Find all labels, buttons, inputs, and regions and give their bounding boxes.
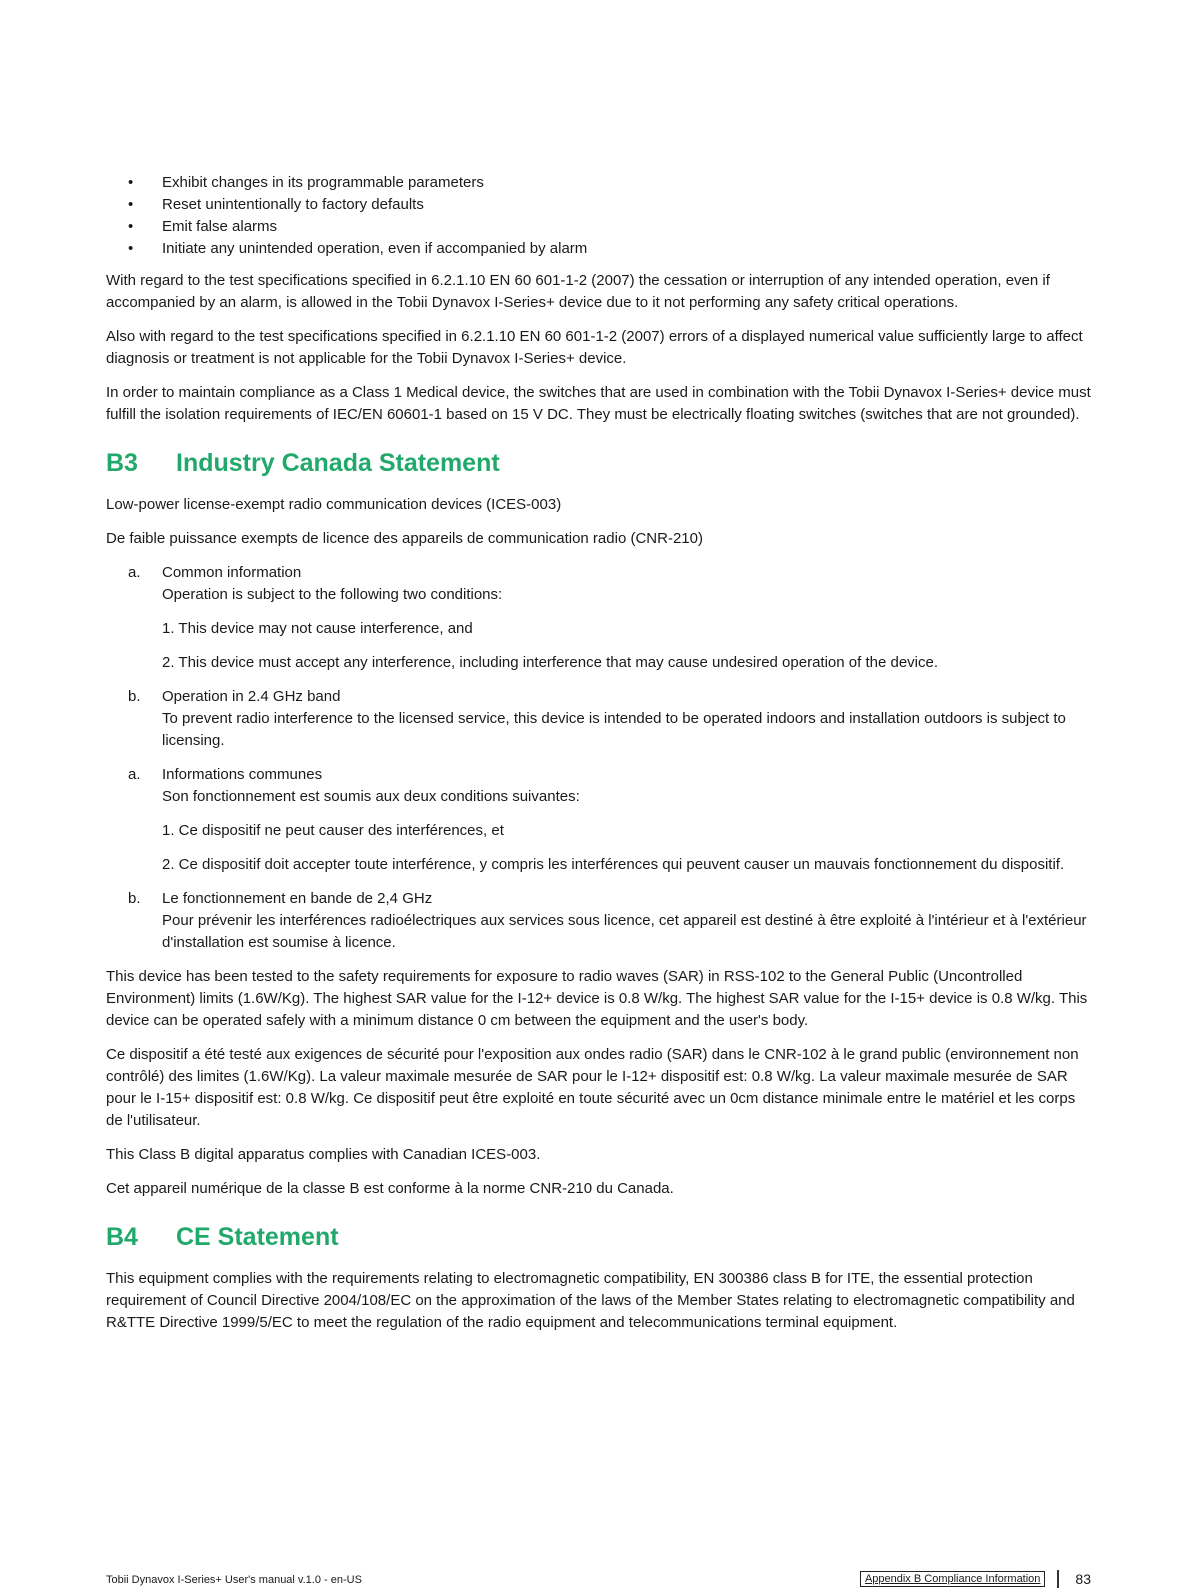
- bullet-list: [106, 172, 1091, 260]
- list-marker: b.: [128, 688, 141, 705]
- list-marker: a.: [128, 766, 141, 783]
- list-item: • Emit false alarms: [106, 216, 1091, 238]
- paragraph-sar-fr: Ce dispositif a été testé aux exigences de sécurité pour l'exposition aux ondes radio (SAR) dans le CNR-102 à le grand public (environnement non contrôlé) des limites (1.6W/Kg). La valeur maximale mesurée de SAR pour le I-12+ dispositif est: 0.8 W/kg. La valeur maximale mesurée de SAR pour le I-15+ dispositif est: 0.8 W/kg. Ce dispositif peut être exploité en toute sécurité avec un 0cm distance minimale entre le matériel et les corps de l'utilisateur.: [106, 1046, 1079, 1129]
- section-heading-b4: [106, 1222, 1091, 1252]
- page-number: 83: [1075, 1571, 1091, 1587]
- list-item-fonctionnement-bande: [106, 888, 1091, 954]
- paragraph-ices: Low-power license-exempt radio communication devices (ICES-003): [106, 496, 562, 513]
- list-marker: b.: [128, 890, 141, 907]
- item-lead: Operation is subject to the following two conditions:: [162, 586, 503, 603]
- section-title: CE Statement: [176, 1223, 339, 1251]
- item-text: Pour prévenir les interférences radioélectriques aux services sous licence, cet appareil est destiné à être exploité à l'intérieur et à l'extérieur d'installation est soumise à licence.: [162, 912, 1087, 951]
- paragraph-sar-en: This device has been tested to the safety requirements for exposure to radio waves (SAR) in RSS-102 to the General Public (Uncontrolled Environment) limits (1.6W/Kg). The highest SAR value for the I-12+ device is 0.8 W/kg. The highest SAR value for the I-15+ device is 0.8 W/kg. This device can be operated safely with a minimum distance 0 cm between the equipment and the user's body.: [106, 968, 1088, 1029]
- page-footer: [106, 1570, 1091, 1590]
- item-title: Le fonctionnement en bande de 2,4 GHz: [162, 890, 433, 907]
- condition-2: 2. Ce dispositif doit accepter toute interférence, y compris les interférences qui peuvent causer un mauvais fonctionnement du dispositif.: [162, 856, 1065, 873]
- item-title: Informations communes: [162, 766, 323, 783]
- list-item: • Initiate any unintended operation, even if accompanied by alarm: [106, 238, 1091, 260]
- section-number: B3: [106, 449, 138, 477]
- item-title: Common information: [162, 564, 302, 581]
- list-item-informations-communes: [106, 764, 1091, 876]
- item-title: Operation in 2.4 GHz band: [162, 688, 341, 705]
- item-text: To prevent radio interference to the licensed service, this device is intended to be operated indoors and installation outdoors is subject to licensing.: [162, 710, 1066, 749]
- condition-1: 1. This device may not cause interference, and: [162, 620, 473, 637]
- section-number: B4: [106, 1223, 138, 1251]
- paragraph-ce: This equipment complies with the requirements relating to electromagnetic compatibility, EN 300386 class B for ITE, the essential protection requirement of Council Directive 2004/108/EC on the approximation of the laws of the Member States relating to electromagnetic compatibility and R&TTE Directive 1999/5/EC to meet the regulation of the radio equipment and telecommunications terminal equipment.: [106, 1270, 1075, 1331]
- list-marker: a.: [128, 564, 141, 581]
- list-item: • Reset unintentionally to factory defaults: [106, 194, 1091, 216]
- paragraph-numerical-errors: Also with regard to the test specifications specified in 6.2.1.10 EN 60 601-1-2 (2007) errors of a displayed numerical value sufficiently large to affect diagnosis or treatment is not applicable for the Tobii Dynavox I-Series+ device.: [106, 328, 1083, 367]
- footer-right: [860, 1570, 1091, 1588]
- paragraph-switch-isolation: In order to maintain compliance as a Class 1 Medical device, the switches that are used in combination with the Tobii Dynavox I-Series+ device must fulfill the isolation requirements of IEC/EN 60601-1 based on 15 V DC. They must be electrically floating switches (switches that are not grounded).: [106, 384, 1091, 423]
- list-item-common-information: [106, 562, 1091, 674]
- paragraph-class-b-fr: Cet appareil numérique de la classe B est conforme à la norme CNR-210 du Canada.: [106, 1180, 674, 1197]
- section-title: Industry Canada Statement: [176, 449, 500, 477]
- paragraph-cessation: With regard to the test specifications specified in 6.2.1.10 EN 60 601-1-2 (2007) the cessation or interruption of any intended operation, even if accompanied by an alarm, is allowed in the Tobii Dynavox I-Series+ device due to it not performing any safety critical operations.: [106, 272, 1050, 311]
- paragraph-class-b-en: This Class B digital apparatus complies with Canadian ICES-003.: [106, 1146, 541, 1163]
- list-item-operation-band: [106, 686, 1091, 752]
- footer-divider: [1057, 1570, 1059, 1588]
- condition-1: 1. Ce dispositif ne peut causer des interférences, et: [162, 822, 504, 839]
- footer-chapter-link[interactable]: Appendix B Compliance Information: [860, 1571, 1045, 1587]
- document-page: [106, 172, 1091, 1346]
- item-lead: Son fonctionnement est soumis aux deux conditions suivantes:: [162, 788, 580, 805]
- paragraph-cnr: De faible puissance exempts de licence des appareils de communication radio (CNR-210): [106, 530, 703, 547]
- section-heading-b3: [106, 448, 1091, 478]
- list-item: • Exhibit changes in its programmable parameters: [106, 172, 1091, 194]
- condition-2: 2. This device must accept any interference, including interference that may cause undesired operation of the device.: [162, 654, 939, 671]
- footer-manual-title: Tobii Dynavox I-Series+ User's manual v.1.0 - en-US: [106, 1574, 362, 1586]
